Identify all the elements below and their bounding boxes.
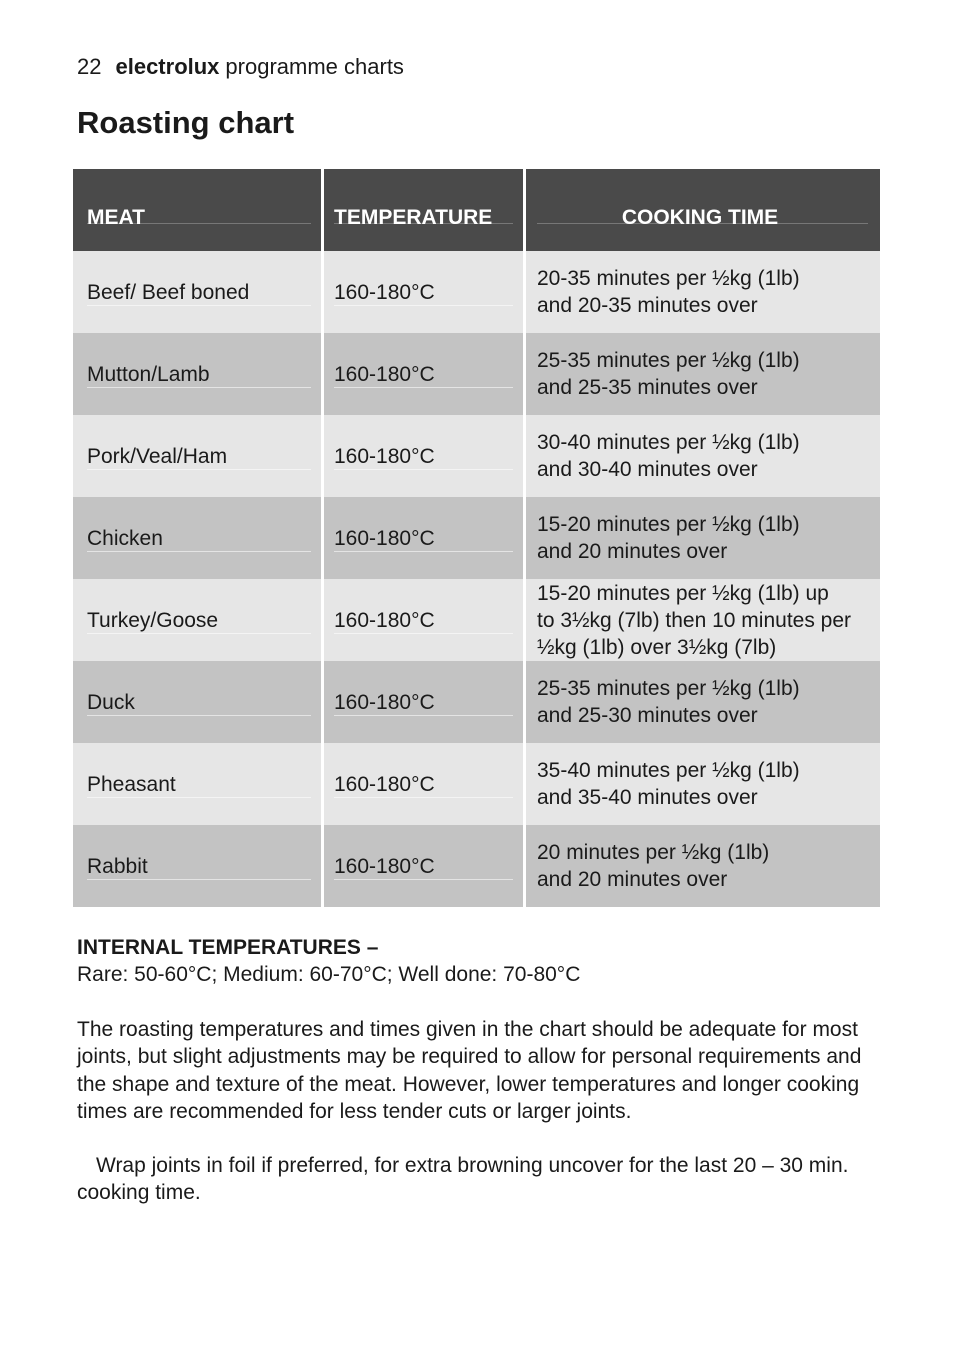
cooking-time-line: and 20 minutes over xyxy=(537,868,728,891)
table-row xyxy=(73,579,880,661)
cooking-time-line: and 20 minutes over xyxy=(537,540,728,563)
temperature-cell: 160-180°C xyxy=(324,415,523,497)
meat-cell: Mutton/Lamb xyxy=(73,333,321,415)
table-row xyxy=(73,661,880,743)
column-header-meat: MEAT xyxy=(73,169,321,251)
page-title: Roasting chart xyxy=(77,105,295,140)
cooking-time-cell xyxy=(526,661,880,743)
temperature-cell: 160-180°C xyxy=(324,661,523,743)
foil-tip-paragraph: Wrap joints in foil if preferred, for extra browning uncover for the last 20 – 30 min. cooking time. xyxy=(77,1154,849,1205)
table-row xyxy=(73,743,880,825)
cooking-time-line: 15-20 minutes per ½kg (1lb) xyxy=(537,513,800,536)
meat-cell: Chicken xyxy=(73,497,321,579)
cooking-time-cell xyxy=(526,825,880,907)
roasting-note-paragraph: The roasting temperatures and times given in the chart should be adequate for most joints, but slight adjustments may be required to allow for personal requirements and the shape and texture of the meat. However, lower temperatures and longer cooking times are recommended for less tender cuts or larger joints. xyxy=(77,1018,862,1123)
column-header-cooking-time: COOKING TIME xyxy=(526,169,880,251)
meat-cell: Pork/Veal/Ham xyxy=(73,415,321,497)
cooking-time-cell xyxy=(526,333,880,415)
cooking-time-cell xyxy=(526,743,880,825)
cooking-time-line: and 25-35 minutes over xyxy=(537,376,758,399)
table-row xyxy=(73,415,880,497)
cooking-time-line: and 25-30 minutes over xyxy=(537,704,758,727)
table-body xyxy=(73,251,880,907)
cooking-time-line: to 3½kg (7lb) then 10 minutes per xyxy=(537,608,852,632)
cooking-time-line: ½kg (1lb) over 3½kg (7lb) xyxy=(537,635,777,659)
internal-temperatures-values: Rare: 50-60°C; Medium: 60-70°C; Well done: 70-80°C xyxy=(77,963,581,986)
cooking-time-cell xyxy=(526,579,880,661)
temperature-cell: 160-180°C xyxy=(324,251,523,333)
cooking-time-line: and 30-40 minutes over xyxy=(537,458,758,481)
running-header xyxy=(77,53,404,81)
meat-cell: Beef/ Beef boned xyxy=(73,251,321,333)
cooking-time-line: 15-20 minutes per ½kg (1lb) up xyxy=(537,581,829,605)
cooking-time-cell xyxy=(526,415,880,497)
cooking-time-line: and 35-40 minutes over xyxy=(537,786,758,809)
table-row xyxy=(73,497,880,579)
cooking-time-line: 30-40 minutes per ½kg (1lb) xyxy=(537,431,800,454)
temperature-cell: 160-180°C xyxy=(324,579,523,661)
table-header-row xyxy=(73,169,880,251)
section-name: programme charts xyxy=(225,54,404,79)
cooking-time-cell xyxy=(526,497,880,579)
page-number: 22 xyxy=(77,54,102,79)
temperature-cell: 160-180°C xyxy=(324,825,523,907)
roasting-table xyxy=(73,169,880,907)
cooking-time-line: and 20-35 minutes over xyxy=(537,294,758,317)
meat-cell: Duck xyxy=(73,661,321,743)
meat-cell: Turkey/Goose xyxy=(73,579,321,661)
meat-cell: Rabbit xyxy=(73,825,321,907)
temperature-cell: 160-180°C xyxy=(324,743,523,825)
temperature-cell: 160-180°C xyxy=(324,497,523,579)
internal-temperatures-heading: INTERNAL TEMPERATURES – xyxy=(77,936,379,959)
temperature-cell: 160-180°C xyxy=(324,333,523,415)
cooking-time-cell xyxy=(526,251,880,333)
cooking-time-line: 20 minutes per ½kg (1lb) xyxy=(537,841,770,864)
column-header-temperature: TEMPERATURE xyxy=(324,169,523,251)
cooking-time-line: 20-35 minutes per ½kg (1lb) xyxy=(537,267,800,290)
table-row xyxy=(73,825,880,907)
meat-cell: Pheasant xyxy=(73,743,321,825)
brand-name: electrolux xyxy=(115,54,220,79)
cooking-time-line: 25-35 minutes per ½kg (1lb) xyxy=(537,349,800,372)
cooking-time-line: 35-40 minutes per ½kg (1lb) xyxy=(537,759,800,782)
table-row xyxy=(73,251,880,333)
cooking-time-line: 25-35 minutes per ½kg (1lb) xyxy=(537,677,800,700)
table-row xyxy=(73,333,880,415)
